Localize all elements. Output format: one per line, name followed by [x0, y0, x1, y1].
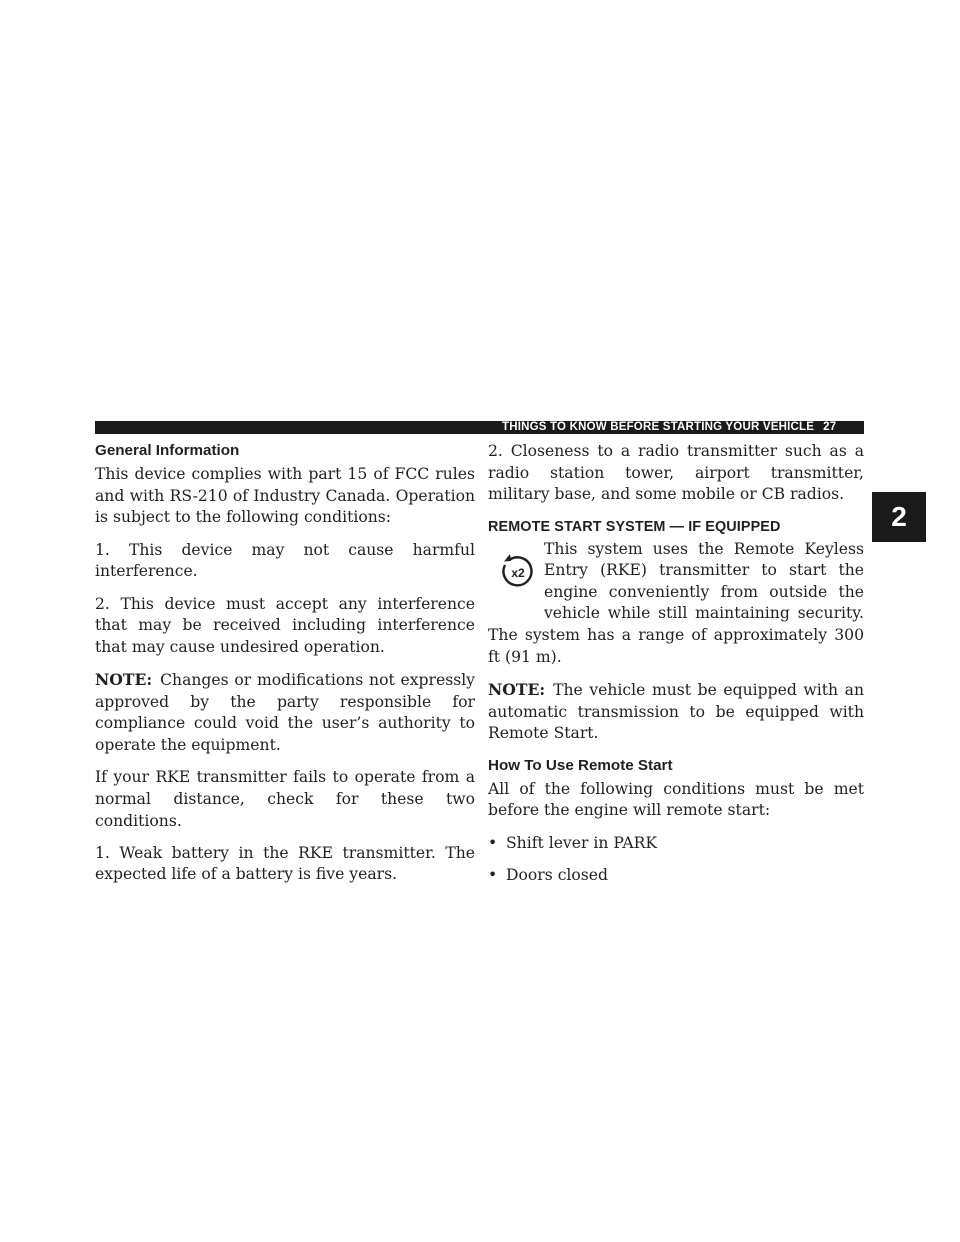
- remote-start-intro: [488, 539, 864, 669]
- conditions-list: [488, 833, 864, 887]
- note-paragraph: [95, 669, 475, 756]
- page-number: 27: [823, 421, 837, 433]
- bullet-icon: •: [488, 833, 498, 852]
- paragraph-fcc: This device complies with part 15 of FCC rules and with RS-210 of Industry Canada. Operation is subject to the following conditions:: [95, 465, 475, 527]
- header-rule-left: [95, 421, 488, 434]
- subheading-how-to-use: How To Use Remote Start: [488, 756, 673, 774]
- left-column: [95, 441, 475, 897]
- icon-label: x2: [511, 565, 525, 580]
- remote-start-icon: [498, 553, 536, 591]
- remote-start-icon-wrap: [488, 539, 544, 623]
- list-item: [488, 833, 864, 855]
- list-item: [488, 865, 864, 887]
- intro-text: This system uses the Remote Keyless Entry (RKE) transmitter to start the engine conveniently from outside the vehicle while still maintaining security. The system has a range of approximately 300 ft (91 m).: [488, 539, 864, 666]
- bullet-text: Shift lever in PARK: [506, 833, 658, 852]
- header-title: THINGS TO KNOW BEFORE STARTING YOUR VEHICLE: [502, 421, 815, 433]
- section-heading-general-information: General Information: [95, 442, 240, 459]
- note-paragraph-2: [488, 679, 864, 745]
- section-heading-remote-start: REMOTE START SYSTEM — IF EQUIPPED: [488, 518, 781, 535]
- chapter-tab: 2: [872, 492, 926, 542]
- note-label: NOTE:: [95, 670, 153, 690]
- right-column: [488, 441, 864, 897]
- bullet-text: Doors closed: [506, 865, 609, 884]
- paragraph-rke-fails: If your RKE transmitter fails to operate from a normal distance, check for these two conditions.: [95, 768, 475, 830]
- note-text-2: The vehicle must be equipped with an automatic transmission to be equipped with Remote Start.: [488, 680, 864, 743]
- list-item-condition-2: 2. This device must accept any interference that may be received including interference that may cause undesired operation.: [95, 594, 475, 656]
- bullet-icon: •: [488, 865, 498, 884]
- list-item-condition-1: 1. This device may not cause harmful interference.: [95, 540, 475, 581]
- note-label-2: NOTE:: [488, 679, 546, 699]
- note-text: Changes or modifications not expressly approved by the party responsible for compliance could void the user’s authority to operate the equipment.: [95, 671, 475, 754]
- running-header: [502, 420, 836, 435]
- list-item-radio-closeness: 2. Closeness to a radio transmitter such as a radio station tower, airport transmitter, military base, and some mobile or CB radios.: [488, 442, 864, 504]
- conditions-intro: All of the following conditions must be met before the engine will remote start:: [488, 779, 864, 820]
- list-item-weak-battery: 1. Weak battery in the RKE transmitter. The expected life of a battery is five years.: [95, 843, 475, 884]
